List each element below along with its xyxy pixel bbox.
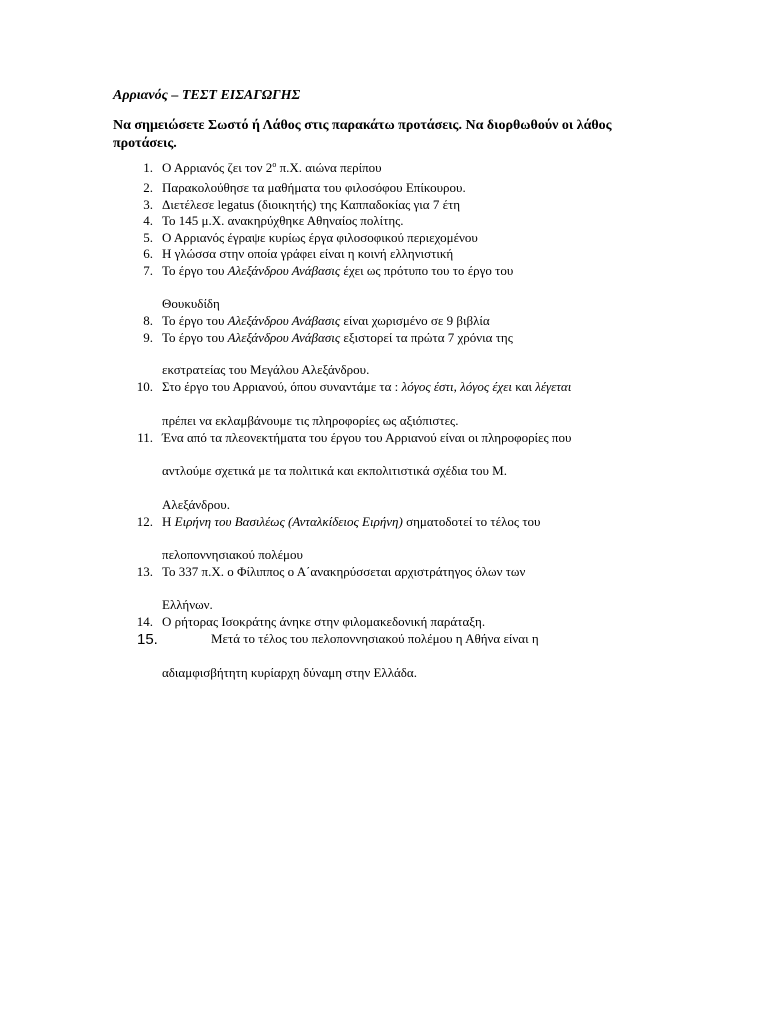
item-text: αδιαμφισβήτητη κυρίαρχη δύναμη στην Ελλάδα. xyxy=(162,665,417,680)
item-number: 6. xyxy=(143,246,153,261)
item-text: Το 337 π.Χ. ο Φίλιππος ο Α΄ανακηρύσσεται αρχιστράτηγος όλων των xyxy=(162,564,526,579)
item-text: σηματοδοτεί το τέλος του xyxy=(402,514,541,529)
item-number: 15. xyxy=(137,631,158,648)
item-text: είναι χωρισμένο σε 9 βιβλία xyxy=(340,313,490,328)
item-number: 5. xyxy=(143,230,153,245)
item-text: Η γλώσσα στην οποία γράφει είναι η κοινή ελληνιστική xyxy=(162,246,454,261)
item-text: Θουκυδίδη xyxy=(162,296,220,311)
item-text: έχει ως πρότυπο του το έργο του xyxy=(340,263,514,278)
item-number: 3. xyxy=(143,197,153,212)
item-text: Ο Αρριανός έγραψε κυρίως έργα φιλοσοφικού περιεχομένου xyxy=(162,230,478,245)
item-number: 12. xyxy=(136,514,153,529)
item-number: 13. xyxy=(136,564,153,579)
item-text: Στο έργο του Αρριανού, όπου συναντάμε τα : xyxy=(162,379,402,394)
work-title: Αλεξάνδρου Ανάβασις xyxy=(227,313,341,328)
item-number: 4. xyxy=(143,213,153,228)
item-text: Αλεξάνδρου. xyxy=(162,497,230,512)
item-text: και xyxy=(512,379,536,394)
item-number: 2. xyxy=(143,180,153,195)
page-title: Αρριανός – ΤΕΣΤ ΕΙΣΑΓΩΓΗΣ xyxy=(113,88,301,103)
item-text: Ο ρήτορας Ισοκράτης άνηκε στην φιλομακεδονική παράταξη. xyxy=(162,614,486,629)
item-text: Ένα από τα πλεονεκτήματα του έργου του Αρριανού είναι οι πληροφορίες που xyxy=(162,430,572,445)
item-text: Το 145 μ.Χ. ανακηρύχθηκε Αθηναίος πολίτης. xyxy=(162,213,404,228)
item-text: Διετέλεσε legatus (διοικητής) της Καππαδοκίας για 7 έτη xyxy=(162,197,461,212)
item-number: 11. xyxy=(137,430,153,445)
item-text: Ελλήνων. xyxy=(162,597,213,612)
item-number: 10. xyxy=(136,379,153,394)
work-title: Αλεξάνδρου Ανάβασις xyxy=(227,263,341,278)
superscript: ο xyxy=(272,160,277,169)
italic-phrase: λέγεται xyxy=(535,379,572,394)
item-number: 1. xyxy=(143,160,153,175)
item-text: εξιστορεί τα πρώτα 7 χρόνια της xyxy=(340,330,513,345)
item-text: Μετά το τέλος του πελοποννησιακού πολέμου η Αθήνα είναι η xyxy=(211,631,539,646)
item-number: 8. xyxy=(143,313,153,328)
item-text: αντλούμε σχετικά με τα πολιτικά και εκπολιτιστικά σχέδια του Μ. xyxy=(162,463,507,478)
item-number: 9. xyxy=(143,330,153,345)
italic-phrase: λόγος έστι, λόγος έχει xyxy=(401,379,512,394)
item-number: 14. xyxy=(136,614,153,629)
item-text: πρέπει να εκλαμβάνουμε τις πληροφορίες ως αξιόπιστες. xyxy=(162,413,459,428)
item-text: Παρακολούθησε τα μαθήματα του φιλοσόφου Επίκουρου. xyxy=(162,180,466,195)
item-text: Το έργο του xyxy=(162,263,228,278)
item-text: Η xyxy=(162,514,175,529)
item-text: εκστρατείας του Μεγάλου Αλεξάνδρου. xyxy=(162,362,370,377)
item-number: 7. xyxy=(143,263,153,278)
item-text: π.Χ. αιώνα περίπου xyxy=(276,160,382,175)
item-text: Ο Αρριανός ζει τον 2 xyxy=(162,160,273,175)
item-text: πελοποννησιακού πολέμου xyxy=(162,547,303,562)
treaty-title: Ειρήνη του Βασιλέως (Ανταλκίδειος Ειρήνη) xyxy=(174,514,403,529)
item-text: Το έργο του xyxy=(162,313,228,328)
item-text: Το έργο του xyxy=(162,330,228,345)
instructions-text: Να σημειώσετε Σωστό ή Λάθος στις παρακάτω προτάσεις. Να διορθωθούν οι λάθος προτάσεις. xyxy=(113,118,612,151)
work-title: Αλεξάνδρου Ανάβασις xyxy=(227,330,341,345)
